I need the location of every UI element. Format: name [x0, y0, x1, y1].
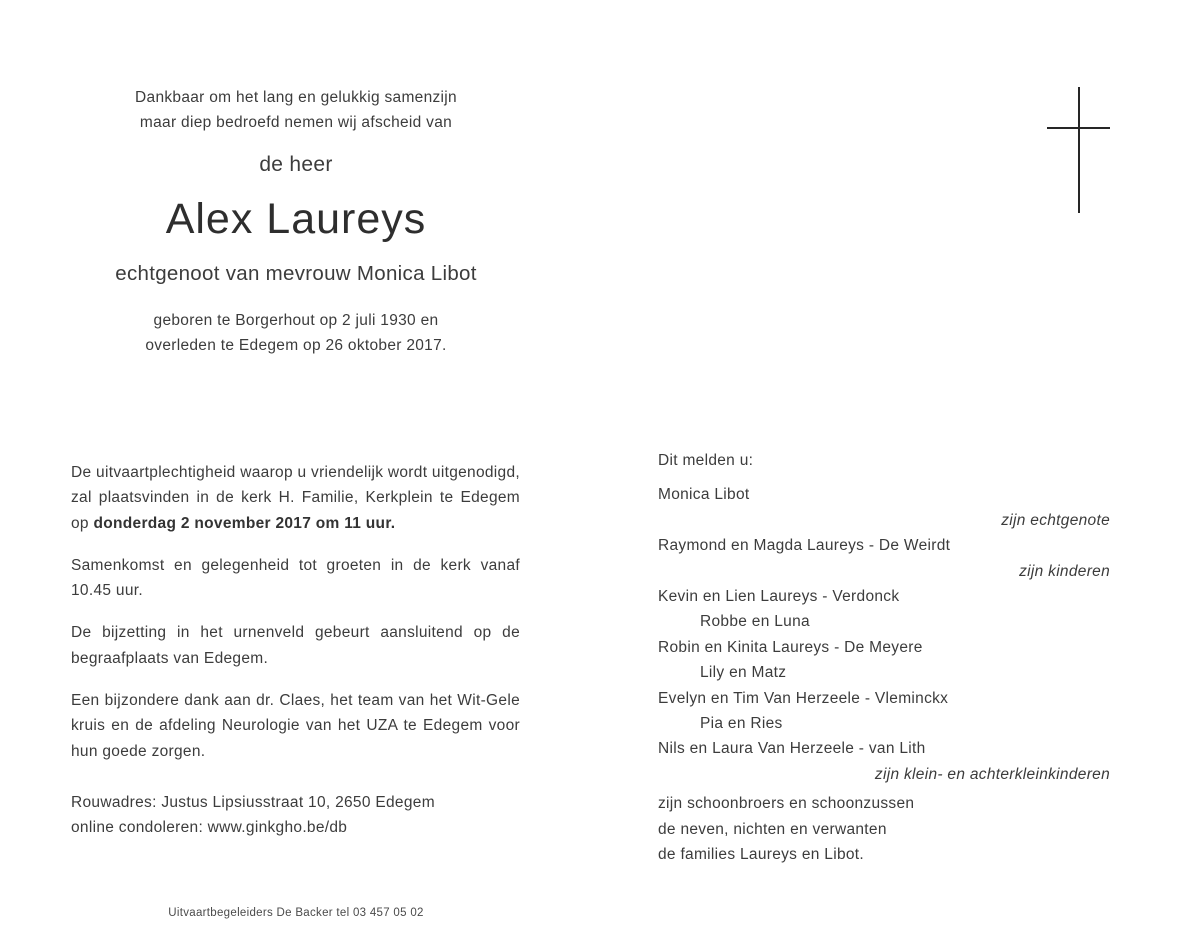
announcer-grandchild-1: Kevin en Lien Laureys - Verdonck: [658, 588, 900, 606]
death-line: overleden te Edegem op 26 oktober 2017.: [145, 337, 447, 354]
online-condolence: online condoleren: www.ginkgho.be/db: [71, 819, 348, 837]
announcer-children: Raymond en Magda Laureys - De Weirdt: [658, 537, 951, 555]
great-grandchildren-3: Pia en Ries: [700, 715, 783, 733]
intro-block: [71, 85, 521, 358]
intro-line-1: Dankbaar om het lang en gelukkig samenzijn: [135, 89, 457, 106]
birth-line: geboren te Borgerhout op 2 juli 1930 en: [153, 312, 439, 329]
latin-cross-vertical-bar: [1078, 87, 1080, 213]
service-paragraph-interment: De bijzetting in het urnenveld gebeurt aansluitend op de begraafplaats van Edegem.: [71, 624, 520, 667]
announcer-grandchild-2: Robin en Kinita Laureys - De Meyere: [658, 638, 923, 656]
latin-cross-horizontal-bar: [1047, 127, 1110, 129]
service-paragraph-thanks: Een bijzondere dank aan dr. Claes, het team van het Wit-Gele kruis en de afdeling Neurologie van het UZA te Edegem voor hun goede zorgen.: [71, 692, 520, 760]
great-grandchildren-1: Robbe en Luna: [700, 613, 810, 631]
service-paragraph-ceremony: [71, 460, 520, 536]
relation-label-grandchildren: zijn klein- en achterkleinkinderen: [874, 765, 1110, 783]
deceased-name: Alex Laureys: [165, 195, 427, 243]
funeral-director-footer: Uitvaartbegeleiders De Backer tel 03 457 05 02: [168, 907, 424, 919]
announcer-grandchild-3: Evelyn en Tim Van Herzeele - Vleminckx: [658, 689, 949, 707]
relation-label-spouse: zijn echtgenote: [1001, 511, 1110, 529]
announcer-families: de families Laureys en Libot.: [658, 846, 865, 864]
announcer-relatives: de neven, nichten en verwanten: [658, 820, 887, 838]
announcer-inlaws: zijn schoonbroers en schoonzussen: [658, 795, 915, 813]
ceremony-date-bold: donderdag 2 november 2017 om 11 uur.: [93, 514, 396, 532]
ceremony-text: De uitvaartplechtigheid waarop u vriendelijk wordt uitgenodigd, zal plaatsvinden in de kerk H. Familie, Kerkplein te Edegem op: [71, 464, 520, 532]
announcer-grandchild-4: Nils en Laura Van Herzeele - van Lith: [658, 740, 926, 758]
spouse-line: echtgenoot van mevrouw Monica Libot: [115, 262, 477, 285]
announcers-heading: Dit melden u:: [658, 452, 754, 469]
service-paragraph-gathering: Samenkomst en gelegenheid tot groeten in de kerk vanaf 10.45 uur.: [71, 556, 520, 600]
relation-label-children: zijn kinderen: [1019, 562, 1110, 580]
address-block: [71, 790, 520, 841]
announcers-block: [658, 448, 1110, 868]
intro-line-2: maar diep bedroefd nemen wij afscheid van: [139, 114, 453, 131]
birth-death-dates: [71, 308, 521, 358]
great-grandchildren-2: Lily en Matz: [700, 664, 787, 682]
mourning-address: Rouwadres: Justus Lipsiusstraat 10, 2650 Edegem: [71, 793, 435, 811]
service-details-block: [71, 460, 520, 841]
announcer-spouse: Monica Libot: [658, 486, 750, 504]
salutation: de heer: [259, 153, 333, 176]
